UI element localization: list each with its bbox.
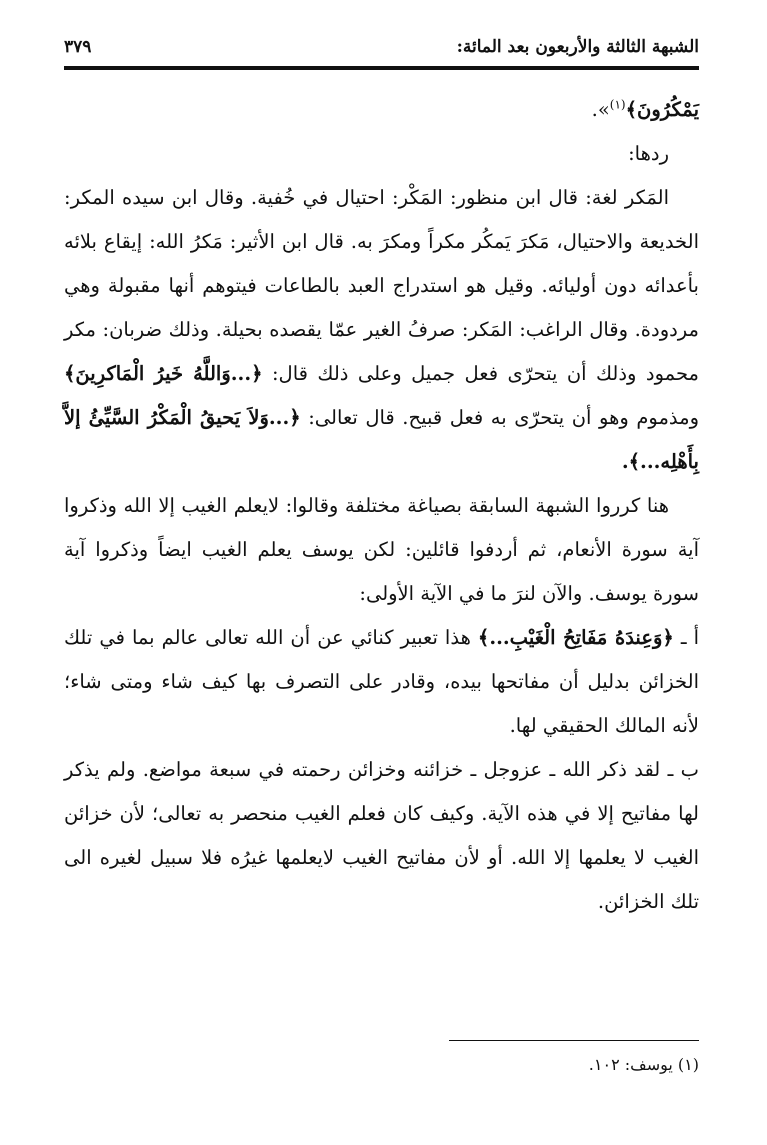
footnote: (١) يوسف: ١٠٢.: [588, 1055, 699, 1074]
makr-definition-text: المَكر لغة: قال ابن منظور: المَكْر: احتيال في خُفية. وقال ابن سيده المكر: الخديعة والاحتيال، مَكرَ يَمكُر مكراً ومكرَ به. قال ابن الأثير: مَكرُ الله: إيقاع بلائه بأعدائه دون أوليائه. وقيل هو استدراج العبد بالطاعات فيتوهم أنها مقبولة وهي مردودة. وقال الراغب: المَكر: صرفُ الغير عمّا يقصده بحيلة. وذلك ضربان: مكر محمود وذلك أن يتحرّى فعل جميل وعلى ذلك قال:: [64, 186, 699, 385]
quran-verse-yahiq: ﴿...وَلاَ يَحيقُ الْمَكْرُ السَّيِّئُ إلاَّ بِأَهْلِه...﴾.: [64, 406, 699, 473]
page-number: ٣٧٩: [64, 37, 92, 57]
verse-continuation: يَمْكُرُونَ﴾$^{(١)}$».: [591, 97, 699, 121]
chapter-title: الشبهة الثالثة والأربعون بعد المائة:: [456, 37, 699, 57]
running-header: [64, 32, 699, 62]
header-rule: [64, 66, 699, 70]
body-text: [64, 88, 699, 924]
list-item-b: ب ـ لقد ذكر الله ـ عزوجل ـ خزائنه وخزائن رحمته في سبعة مواضع. ولم يذكر لها مفاتيح إلا في هذه الآية. وكيف كان فعلم الغيب منحصر به تعالى؛ لأن خزائن الغيب لا يعلمها إلا الله. أو لأن مفاتيح الغيب لايعلمها غيرُه فلا سبيل لغيره الى تلك الخزائن.: [64, 758, 699, 913]
paragraph-repeat: هنا كرروا الشبهة السابقة بصياغة مختلفة وقالوا: لايعلم الغيب إلا الله وذكروا آية سورة الأنعام، ثم أردفوا قائلين: لكن يوسف يعلم الغيب ايضاً وذكروا آية سورة يوسف. والآن لنرَ ما في الآية الأولى:: [64, 494, 699, 605]
quran-verse-khayr: ﴿...وَاللَّهُ خَيرُ الْمَاكرِينَ﴾: [64, 362, 263, 385]
quote-close: ».: [591, 98, 610, 121]
quran-verse-end: يَمْكُرُونَ: [637, 98, 699, 121]
footnote-rule: [449, 1040, 699, 1041]
item-a-text: هذا تعبير كنائي عن أن الله تعالى عالم بما في تلك الخزائن بدليل أن مفاتحها بيده، وقادر على التصرف بها كيف شاء ومتى شاء؛ لأنه المالك الحقيقي لها.: [64, 626, 699, 737]
quran-verse-mafatih: ﴿وَعِندَهُ مَفَاتِحُ الْغَيْبِ...﴾: [477, 626, 674, 649]
list-item-a: [64, 616, 699, 748]
item-a-prefix: أ ـ: [680, 626, 699, 649]
footnote-marker: (١): [609, 97, 626, 112]
reply-label: ردها:: [628, 142, 669, 165]
makr-definition-text-2: ومذموم وهو أن يتحرّى به فعل قبيح. قال تعالى:: [308, 406, 700, 429]
paragraph-makr-definition: [64, 176, 699, 484]
